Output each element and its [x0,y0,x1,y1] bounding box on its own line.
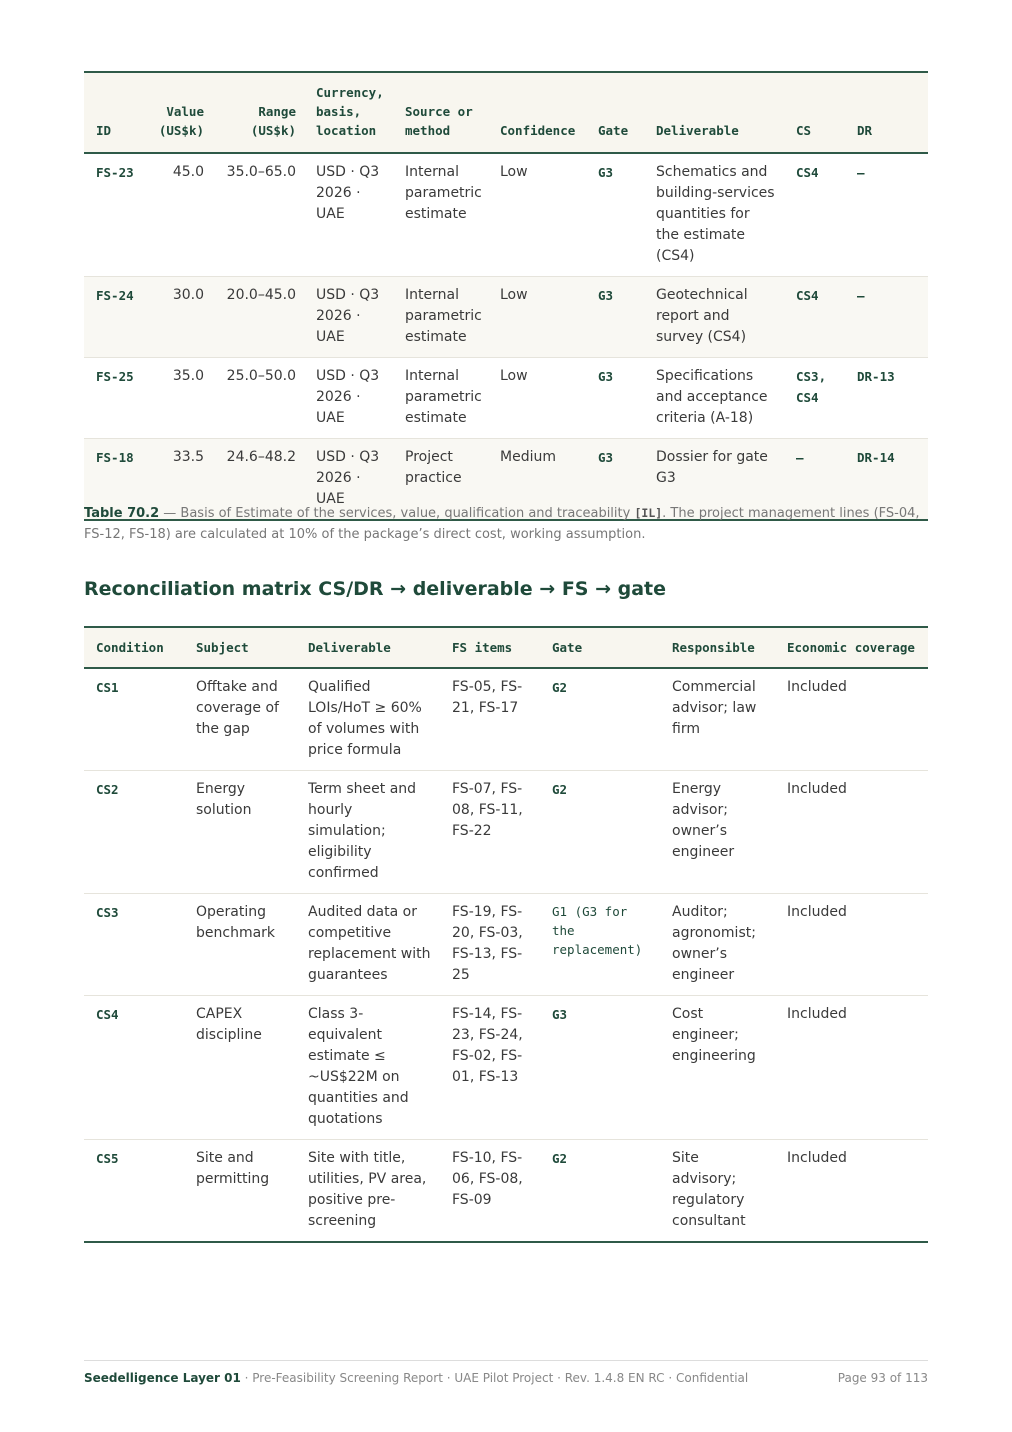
footer-brand: Seedelligence Layer 01 [84,1371,241,1385]
header-dr: DR [845,72,928,153]
cell-subject: Operating benchmark [184,894,296,996]
table-row [84,996,928,1140]
cell-subject: Offtake and coverage of the gap [184,668,296,771]
cell-deliverable: Schematics and building-services quantities for the estimate (CS4) [644,153,784,277]
cell-fs-items: FS-10, FS-06, FS-08, FS-09 [452,1150,523,1208]
cell-coverage: Included [775,668,928,771]
table-caption [84,503,928,545]
table-row [84,1140,928,1243]
cell-currency: USD · Q3 2026 · UAE [304,277,393,358]
cell-source: Internal parametric estimate [393,277,488,358]
cell-deliverable: Term sheet and hourly simulation; eligibility confirmed [296,771,440,894]
cell-id: FS-23 [84,153,146,277]
cell-fs-items: FS-07, FS-08, FS-11, FS-22 [440,771,540,894]
cell-source: Project practice [393,439,488,521]
cell-deliverable: Geotechnical report and survey (CS4) [644,277,784,358]
cell-confidence: Low [488,358,586,439]
table-row [84,771,928,894]
cell-gate: G3 [540,996,660,1140]
cell-responsible: Commercial advisor; law firm [660,668,775,771]
cell-confidence: Medium [488,439,586,521]
cell-subject: Energy solution [184,771,296,894]
header-value: Value (US$k) [146,72,212,153]
cell-confidence: Low [488,153,586,277]
cell-currency: USD · Q3 2026 · UAE [304,153,393,277]
cell-source: Internal parametric estimate [393,153,488,277]
cell-cs: — [784,439,845,521]
cell-range: 20.0–45.0 [212,277,304,358]
cell-value: 45.0 [146,153,212,277]
cell-gate: G1 (G3 for the replacement) [540,894,660,996]
cell-gate: G2 [540,771,660,894]
page-footer [84,1360,928,1385]
table-header-row [84,72,928,153]
cell-dr: DR-14 [845,439,928,521]
cell-value: 35.0 [146,358,212,439]
cell-responsible: Auditor; agronomist; owner’s engineer [660,894,775,996]
cell-coverage: Included [787,1150,847,1166]
cell-deliverable: Specifications and acceptance criteria (A-18) [644,358,784,439]
caption-tag: [IL] [634,506,663,520]
header-gate: Gate [586,72,644,153]
cell-condition: CS5 [96,1151,119,1166]
cell-coverage: Included [775,771,928,894]
table-row [84,358,928,439]
cell-gate: G3 [586,277,644,358]
cell-id: FS-25 [84,358,146,439]
footer-text: · Pre-Feasibility Screening Report · UAE Pilot Project · Rev. 1.4.8 EN RC · Confidential [240,1371,749,1385]
cell-range: 35.0–65.0 [212,153,304,277]
cell-value: 30.0 [146,277,212,358]
cell-gate: G3 [586,439,644,521]
cell-condition: CS3 [84,894,184,996]
cell-gate: G3 [586,153,644,277]
cell-condition: CS1 [84,668,184,771]
header-fs-items: FS items [440,627,540,668]
header-confidence: Confidence [488,72,586,153]
cell-id: FS-18 [84,439,146,521]
cell-currency: USD · Q3 2026 · UAE [304,439,393,521]
table-row [84,153,928,277]
cell-condition: CS4 [84,996,184,1140]
section-heading: Reconciliation matrix CS/DR → deliverable → FS → gate [84,578,667,600]
basis-of-estimate-table [84,71,928,521]
cell-coverage: Included [775,894,928,996]
header-economic-coverage: Economic coverage [775,627,928,668]
cell-deliverable: Site with title, utilities, PV area, positive pre-screening [308,1150,427,1229]
cell-subject: Site and permitting [196,1150,270,1187]
cell-condition: CS2 [84,771,184,894]
cell-range: 25.0–50.0 [212,358,304,439]
page-number: Page 93 of 113 [837,1371,928,1385]
header-cs: CS [784,72,845,153]
header-deliverable: Deliverable [644,72,784,153]
cell-value: 33.5 [146,439,212,521]
header-source: Source or method [393,72,488,153]
cell-responsible: Energy advisor; owner’s engineer [660,771,775,894]
cell-dr: — [845,153,928,277]
cell-responsible: Site advisory; regulatory consultant [672,1150,746,1229]
caption-text-end: . The project management lines (FS-04, FS-12, FS-18) are calculated at 10% of the package’s direct cost, working assumption. [84,506,920,542]
header-gate: Gate [540,627,660,668]
header-deliverable: Deliverable [296,627,440,668]
cell-confidence: Low [488,277,586,358]
cell-cs: CS3, CS4 [784,358,845,439]
reconciliation-matrix-table [84,626,928,1243]
cell-coverage: Included [775,996,928,1140]
table-row [84,668,928,771]
table-header-row [84,627,928,668]
cell-responsible: Cost engineer; engineering [660,996,775,1140]
cell-range: 24.6–48.2 [212,439,304,521]
header-subject: Subject [184,627,296,668]
table-row [84,277,928,358]
caption-text: — Basis of Estimate of the services, value, qualification and traceability [159,506,635,521]
cell-deliverable: Class 3-equivalent estimate ≤ ~US$22M on quantities and quotations [296,996,440,1140]
cell-id: FS-24 [84,277,146,358]
table-row [84,894,928,996]
cell-dr: DR-13 [845,358,928,439]
header-id: ID [84,72,146,153]
cell-deliverable: Dossier for gate G3 [644,439,784,521]
header-responsible: Responsible [660,627,775,668]
header-range: Range (US$k) [212,72,304,153]
cell-currency: USD · Q3 2026 · UAE [304,358,393,439]
header-condition: Condition [84,627,184,668]
cell-gate: G2 [540,668,660,771]
cell-subject: CAPEX discipline [184,996,296,1140]
cell-deliverable: Audited data or competitive replacement with guarantees [296,894,440,996]
cell-deliverable: Qualified LOIs/HoT ≥ 60% of volumes with price formula [296,668,440,771]
caption-label: Table 70.2 [84,506,160,521]
cell-cs: CS4 [784,277,845,358]
cell-gate: G2 [552,1151,568,1166]
cell-dr: — [845,277,928,358]
header-currency: Currency, basis, location [304,72,393,153]
cell-source: Internal parametric estimate [393,358,488,439]
cell-fs-items: FS-05, FS-21, FS-17 [440,668,540,771]
cell-fs-items: FS-14, FS-23, FS-24, FS-02, FS-01, FS-13 [440,996,540,1140]
cell-gate: G3 [586,358,644,439]
footer-left [84,1371,748,1385]
cell-cs: CS4 [784,153,845,277]
cell-fs-items: FS-19, FS-20, FS-03, FS-13, FS-25 [440,894,540,996]
